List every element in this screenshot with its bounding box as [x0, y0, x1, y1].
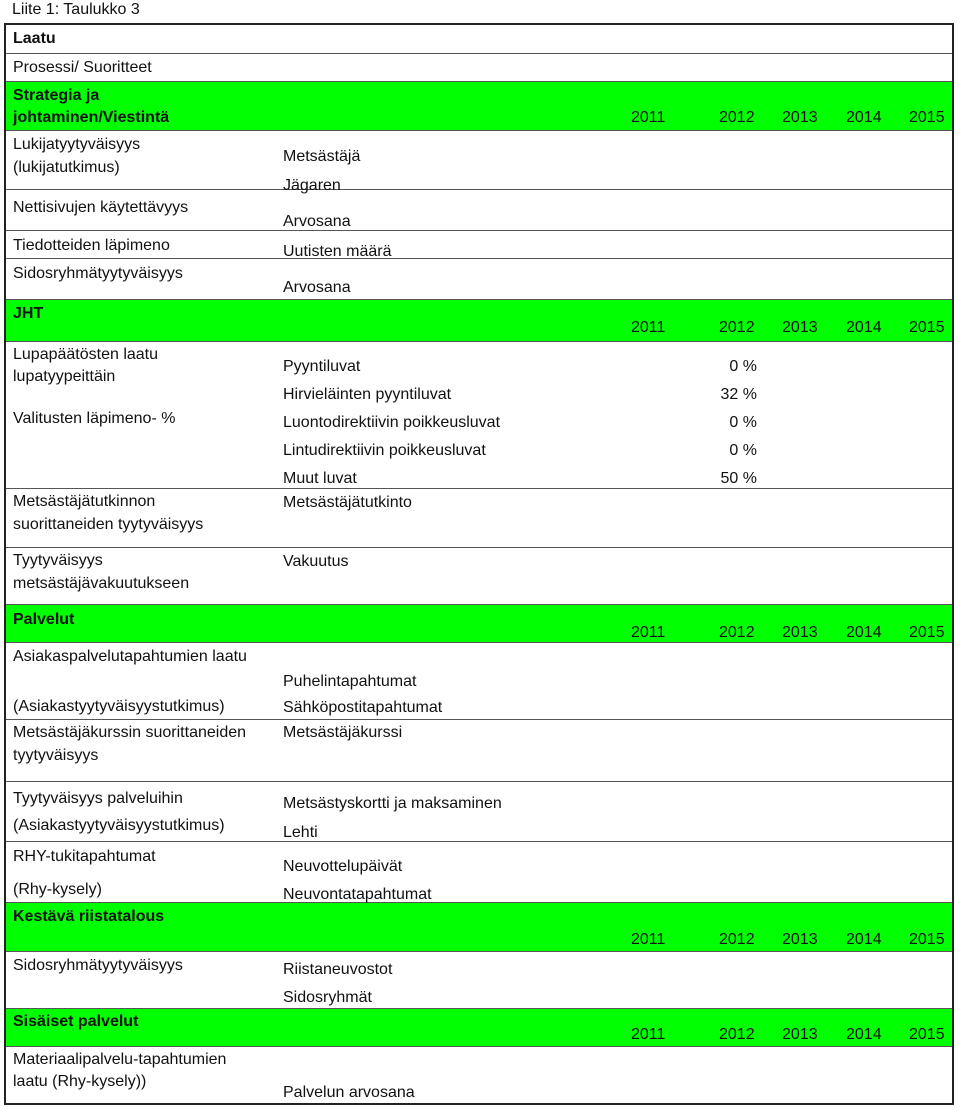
year-2014: 2014: [846, 109, 882, 126]
header-title: Laatu: [13, 30, 56, 47]
table-row: [6, 643, 952, 720]
section-sisaiset-header: [6, 1009, 952, 1047]
row-label-sub: (Asiakastyytyväisyystutkimus): [13, 698, 225, 715]
year-2014: 2014: [846, 319, 882, 336]
row-label: Lupapäätösten laatu: [13, 346, 159, 363]
permit-value: 50 %: [720, 470, 757, 487]
row-item: Lehti: [283, 824, 318, 841]
header-title-row: [6, 25, 952, 54]
year-2015: 2015: [909, 319, 945, 336]
section-palvelut-header: [6, 605, 952, 643]
header-subtitle-row: [6, 54, 952, 82]
row-item: Neuvottelupäivät: [283, 858, 403, 875]
row-item: Arvosana: [283, 213, 351, 230]
year-2015: 2015: [909, 109, 945, 126]
table-row: [6, 259, 952, 300]
table-row: [6, 231, 952, 259]
table-row: [6, 782, 952, 842]
row-label: Tyytyväisyys: [13, 552, 103, 569]
section-title: Palvelut: [13, 611, 75, 628]
table-row: [6, 720, 952, 782]
year-2013: 2013: [782, 931, 818, 948]
year-2014: 2014: [846, 931, 882, 948]
row-label: Tyytyväisyys palveluihin: [13, 790, 183, 807]
row-label: Sidosryhmätyytyväisyys: [13, 957, 183, 974]
row-item: Jägaren: [283, 177, 341, 194]
row-item: Neuvontatapahtumat: [283, 886, 432, 903]
row-label-sub: suorittaneiden tyytyväisyys: [13, 516, 204, 533]
year-2012: 2012: [719, 109, 755, 126]
permit-value: 0 %: [729, 442, 757, 459]
year-2014: 2014: [846, 1026, 882, 1043]
year-2015: 2015: [909, 624, 945, 641]
table-row: [6, 548, 952, 605]
section-title: Kestävä riistatalous: [13, 908, 165, 925]
table-row: [6, 952, 952, 1009]
section-title-line1: Strategia ja: [13, 87, 100, 104]
section-jht-header: [6, 300, 952, 342]
row-item: Riistaneuvostot: [283, 961, 393, 978]
row-label-sub: laatu (Rhy-kysely)): [13, 1073, 147, 1090]
permit-value: 32 %: [720, 386, 757, 403]
year-2011: 2011: [631, 1026, 666, 1043]
header-subtitle: Prosessi/ Suoritteet: [13, 59, 152, 76]
permit-name: Luontodirektiivin poikkeusluvat: [283, 414, 501, 431]
row-label: RHY-tukitapahtumat: [13, 848, 156, 865]
year-2011: 2011: [631, 931, 666, 948]
table-row: [6, 190, 952, 231]
row-label-sub: (lukijatutkimus): [13, 159, 120, 176]
year-2015: 2015: [909, 1026, 945, 1043]
row-label-sub: metsästäjävakuutukseen: [13, 575, 190, 592]
year-2011: 2011: [631, 319, 666, 336]
permit-name: Muut luvat: [283, 470, 357, 487]
row-label: Sidosryhmätyytyväisyys: [13, 265, 183, 282]
row-item: Sähköpostitapahtumat: [283, 699, 443, 716]
year-2013: 2013: [782, 319, 818, 336]
row-label: Asiakaspalvelutapahtumien laatu: [13, 648, 247, 665]
permit-name: Pyyntiluvat: [283, 358, 361, 375]
document-title: Liite 1: Taulukko 3: [12, 1, 140, 18]
row-item: Metsästyskortti ja maksaminen: [283, 795, 502, 812]
permit-value: 0 %: [729, 414, 757, 431]
row-item: Vakuutus: [283, 553, 349, 570]
table-row: [6, 842, 952, 903]
permit-name: Lintudirektiivin poikkeusluvat: [283, 442, 486, 459]
table-row: [6, 131, 952, 194]
row-item: Puhelintapahtumat: [283, 673, 417, 690]
row-item: Metsästäjäkurssi: [283, 724, 403, 741]
year-2012: 2012: [719, 624, 755, 641]
year-2012: 2012: [719, 319, 755, 336]
year-2014: 2014: [846, 624, 882, 641]
year-2013: 2013: [782, 624, 818, 641]
year-2015: 2015: [909, 931, 945, 948]
row-label: Lukijatyytyväisyys: [13, 136, 141, 153]
section-title: JHT: [13, 305, 44, 322]
row-label: Materiaalipalvelu-tapahtumien: [13, 1051, 227, 1068]
year-2013: 2013: [782, 109, 818, 126]
row-label-sub: tyytyväisyys: [13, 747, 99, 764]
year-2013: 2013: [782, 1026, 818, 1043]
quality-table: [4, 23, 954, 1105]
row-label: Metsästäjätutkinnon: [13, 493, 156, 510]
row-item: Metsästäjätutkinto: [283, 494, 412, 511]
table-row: [6, 489, 952, 548]
row-label-sub: (Asiakastyytyväisyystutkimus): [13, 817, 225, 834]
section-title: Sisäiset palvelut: [13, 1013, 139, 1030]
section-riista-header: [6, 903, 952, 952]
row-label: Metsästäjäkurssin suorittaneiden: [13, 724, 247, 741]
year-2012: 2012: [719, 931, 755, 948]
year-2011: 2011: [631, 109, 666, 126]
permit-name: Hirvieläinten pyyntiluvat: [283, 386, 452, 403]
row-label: Nettisivujen käytettävyys: [13, 199, 189, 216]
permit-value: 0 %: [729, 358, 757, 375]
row-item: Uutisten määrä: [283, 243, 392, 260]
section-strategia-header: [6, 82, 952, 131]
table-row: [6, 1047, 952, 1103]
row-item: Metsästäjä: [283, 148, 361, 165]
row-item: Sidosryhmät: [283, 989, 372, 1006]
section-title-line2: johtaminen/Viestintä: [13, 109, 170, 126]
row-label-sub: (Rhy-kysely): [13, 881, 102, 898]
row-item: Arvosana: [283, 279, 351, 296]
row-label-sub: lupatyypeittäin: [13, 368, 116, 385]
year-2012: 2012: [719, 1026, 755, 1043]
jht-permits-block: [6, 342, 952, 489]
row-label: Valitusten läpimeno- %: [13, 410, 176, 427]
year-2011: 2011: [631, 624, 666, 641]
row-label: Tiedotteiden läpimeno: [13, 237, 170, 254]
row-item: Palvelun arvosana: [283, 1084, 415, 1101]
